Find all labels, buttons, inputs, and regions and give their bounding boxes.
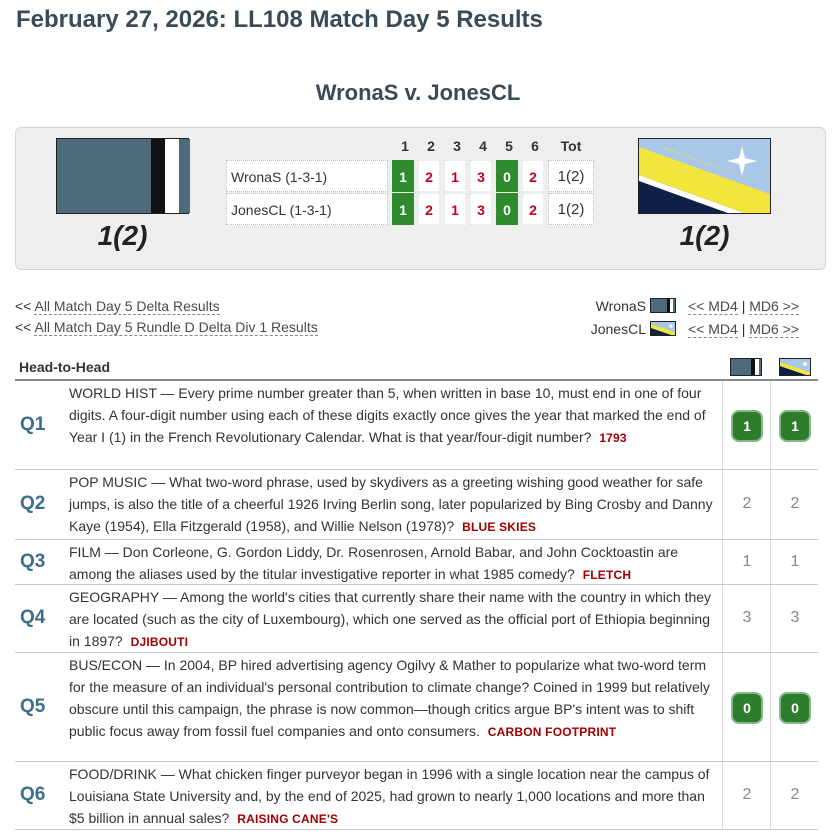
player-name: JonesCL (1-3-1) — [226, 193, 388, 225]
player2-question-score — [770, 540, 818, 584]
col-header-total: Tot — [560, 138, 582, 154]
md-separator: | — [741, 298, 746, 314]
player1-question-score — [722, 653, 770, 761]
defense-score: 3 — [742, 609, 752, 626]
match-scoreboard — [15, 127, 826, 270]
defense-score: 2 — [742, 786, 752, 803]
score-cell: 0 — [496, 193, 518, 225]
player1-md-links — [688, 298, 799, 314]
col-header: 2 — [427, 138, 435, 154]
question-answer: BLUE SKIES — [462, 520, 537, 534]
question-body: Among the world's cities that currently share their name with the country in which they are located (such as the city of Luxembourg), which one served as the official port of Ethiopia beginning in 1897? — [69, 589, 712, 649]
player1-question-score — [722, 470, 770, 539]
score-cell: 1 — [392, 160, 414, 192]
question-category: GEOGRAPHY — — [69, 589, 180, 605]
h2h-header — [15, 355, 818, 381]
score-cell: 2 — [522, 193, 544, 225]
question-answer: FLETCH — [582, 568, 632, 582]
question-body: What chicken finger purveyor began in 1996 with a single location near the campus of Louisiana State University and, by the end of 2025, had grown to nearly 1,000 locations and more than $5 billion in annual sales? — [69, 766, 710, 826]
question-text — [69, 654, 724, 743]
question-text — [69, 541, 724, 586]
player2-question-score — [770, 762, 818, 829]
player2-total-score: 1(2) — [679, 220, 730, 251]
col-header: 4 — [479, 138, 487, 154]
question-body: In 2004, BP hired advertising agency Ogilvy & Mather to popularize what two-word term for the measure of an individual's personal contribution to climate change? Coined in 1999 but relatively obscure until this campaign, the phrase is now common—though critics argue BP's intent was to shift public focus away from fossil fuel companies and onto consumers. — [69, 657, 710, 739]
question-category: BUS/ECON — — [69, 657, 164, 673]
score-cell: 3 — [470, 193, 492, 225]
question-body: What two-word phrase, used by skydivers as a greeting wishing good weather for safe jumps, is also the title of a cheerful 1926 Irving Berlin song, later popularized by Bing Crosby and Danny Kaye (1954), Ella Fitzgerald (1958), and Willie Nelson (1978)? — [69, 474, 713, 534]
question-row — [15, 653, 818, 762]
h2h-player2-flag — [779, 358, 811, 376]
question-row — [15, 470, 818, 540]
defense-score: 1 — [742, 552, 752, 570]
total-cell: 1(2) — [548, 160, 594, 192]
player1-flag — [56, 138, 189, 214]
question-answer: RAISING CANE'S — [237, 812, 339, 826]
score-cell: 0 — [496, 160, 518, 192]
question-answer: 1793 — [599, 431, 627, 445]
question-body: Don Corleone, G. Gordon Liddy, Dr. Rosenrosen, Arnold Babar, and John Cocktoastin are among the aliases used by the titular investigative reporter in what 1985 comedy? — [69, 544, 679, 582]
md-separator: | — [741, 321, 746, 337]
player2-flag — [638, 138, 771, 214]
h2h-title: Head-to-Head — [19, 359, 111, 375]
player1-md4-link[interactable]: << MD4 — [688, 298, 738, 314]
score-row — [226, 160, 596, 192]
player1-md6-link[interactable]: MD6 >> — [749, 298, 800, 314]
player2-md-links — [688, 321, 799, 337]
question-row — [15, 585, 818, 653]
question-text — [69, 586, 724, 653]
question-text — [69, 382, 724, 449]
page-title: February 27, 2026: LL108 Match Day 5 Results — [16, 6, 543, 33]
player1-question-score — [722, 585, 770, 652]
all-md5-rundle-link[interactable]: All Match Day 5 Rundle D Delta Div 1 Results — [34, 319, 318, 335]
question-number: Q5 — [20, 695, 46, 717]
score-cell: 2 — [522, 160, 544, 192]
question-answer: DJIBOUTI — [130, 635, 189, 649]
nav-player2-label: JonesCL — [590, 321, 646, 337]
score-row — [226, 193, 596, 225]
nav-all-delta — [15, 298, 220, 314]
player1-question-score — [722, 540, 770, 584]
player2-md4-link[interactable]: << MD4 — [688, 321, 738, 337]
correct-score-badge: 0 — [779, 692, 811, 724]
nav-all-rundle — [15, 319, 318, 335]
score-cell: 2 — [418, 160, 440, 192]
defense-score: 2 — [790, 786, 800, 803]
question-number: Q3 — [20, 550, 46, 572]
match-title: WronaS v. JonesCL — [315, 80, 521, 105]
player2-md6-link[interactable]: MD6 >> — [749, 321, 800, 337]
nav-prefix: << — [15, 298, 32, 314]
all-md5-delta-link[interactable]: All Match Day 5 Delta Results — [34, 298, 220, 314]
player-name: WronaS (1-3-1) — [226, 160, 388, 192]
col-header: 3 — [453, 138, 461, 154]
question-category: WORLD HIST — — [69, 385, 179, 401]
h2h-player1-flag — [730, 358, 762, 376]
score-cell: 3 — [470, 160, 492, 192]
player1-mini-flag — [650, 298, 676, 313]
player2-question-score — [770, 470, 818, 539]
question-number: Q1 — [20, 413, 46, 435]
question-number: Q2 — [20, 493, 46, 514]
col-header: 5 — [505, 138, 513, 154]
nav-player1-label: WronaS — [595, 298, 646, 314]
score-cell: 1 — [444, 160, 466, 192]
question-category: FILM — — [69, 544, 123, 560]
question-text — [69, 471, 724, 538]
player1-total-score: 1(2) — [97, 220, 148, 251]
question-number: Q4 — [20, 607, 46, 628]
score-cell: 1 — [392, 193, 414, 225]
question-answer: CARBON FOOTPRINT — [487, 725, 617, 739]
question-number: Q6 — [20, 784, 46, 805]
correct-score-badge: 0 — [731, 692, 763, 724]
player1-question-score — [722, 762, 770, 829]
defense-score: 3 — [790, 609, 800, 626]
player2-question-score — [770, 381, 818, 469]
nav-prefix: << — [15, 319, 32, 335]
correct-score-badge: 1 — [779, 410, 811, 442]
question-row — [15, 762, 818, 830]
question-category: FOOD/DRINK — — [69, 766, 179, 782]
col-header: 6 — [531, 138, 539, 154]
score-cell: 2 — [418, 193, 440, 225]
question-category: POP MUSIC — — [69, 474, 170, 490]
question-body: Every prime number greater than 5, when written in base 10, must end in one of four digits. A four-digit number using each of these digits exactly once gives the year that marked the end of Year I (1) in the French Revolutionary Calendar. What is that year/four-digit number? — [69, 385, 706, 445]
total-cell: 1(2) — [548, 193, 594, 225]
player2-question-score — [770, 653, 818, 761]
question-text — [69, 763, 724, 830]
defense-score: 2 — [742, 495, 752, 512]
player1-question-score — [722, 381, 770, 469]
correct-score-badge: 1 — [731, 410, 763, 442]
question-row — [15, 540, 818, 585]
defense-score: 1 — [790, 552, 800, 570]
defense-score: 2 — [790, 495, 800, 512]
score-cell: 1 — [444, 193, 466, 225]
player2-question-score — [770, 585, 818, 652]
player2-mini-flag — [650, 321, 676, 336]
question-row — [15, 381, 818, 470]
col-header: 1 — [401, 138, 409, 154]
